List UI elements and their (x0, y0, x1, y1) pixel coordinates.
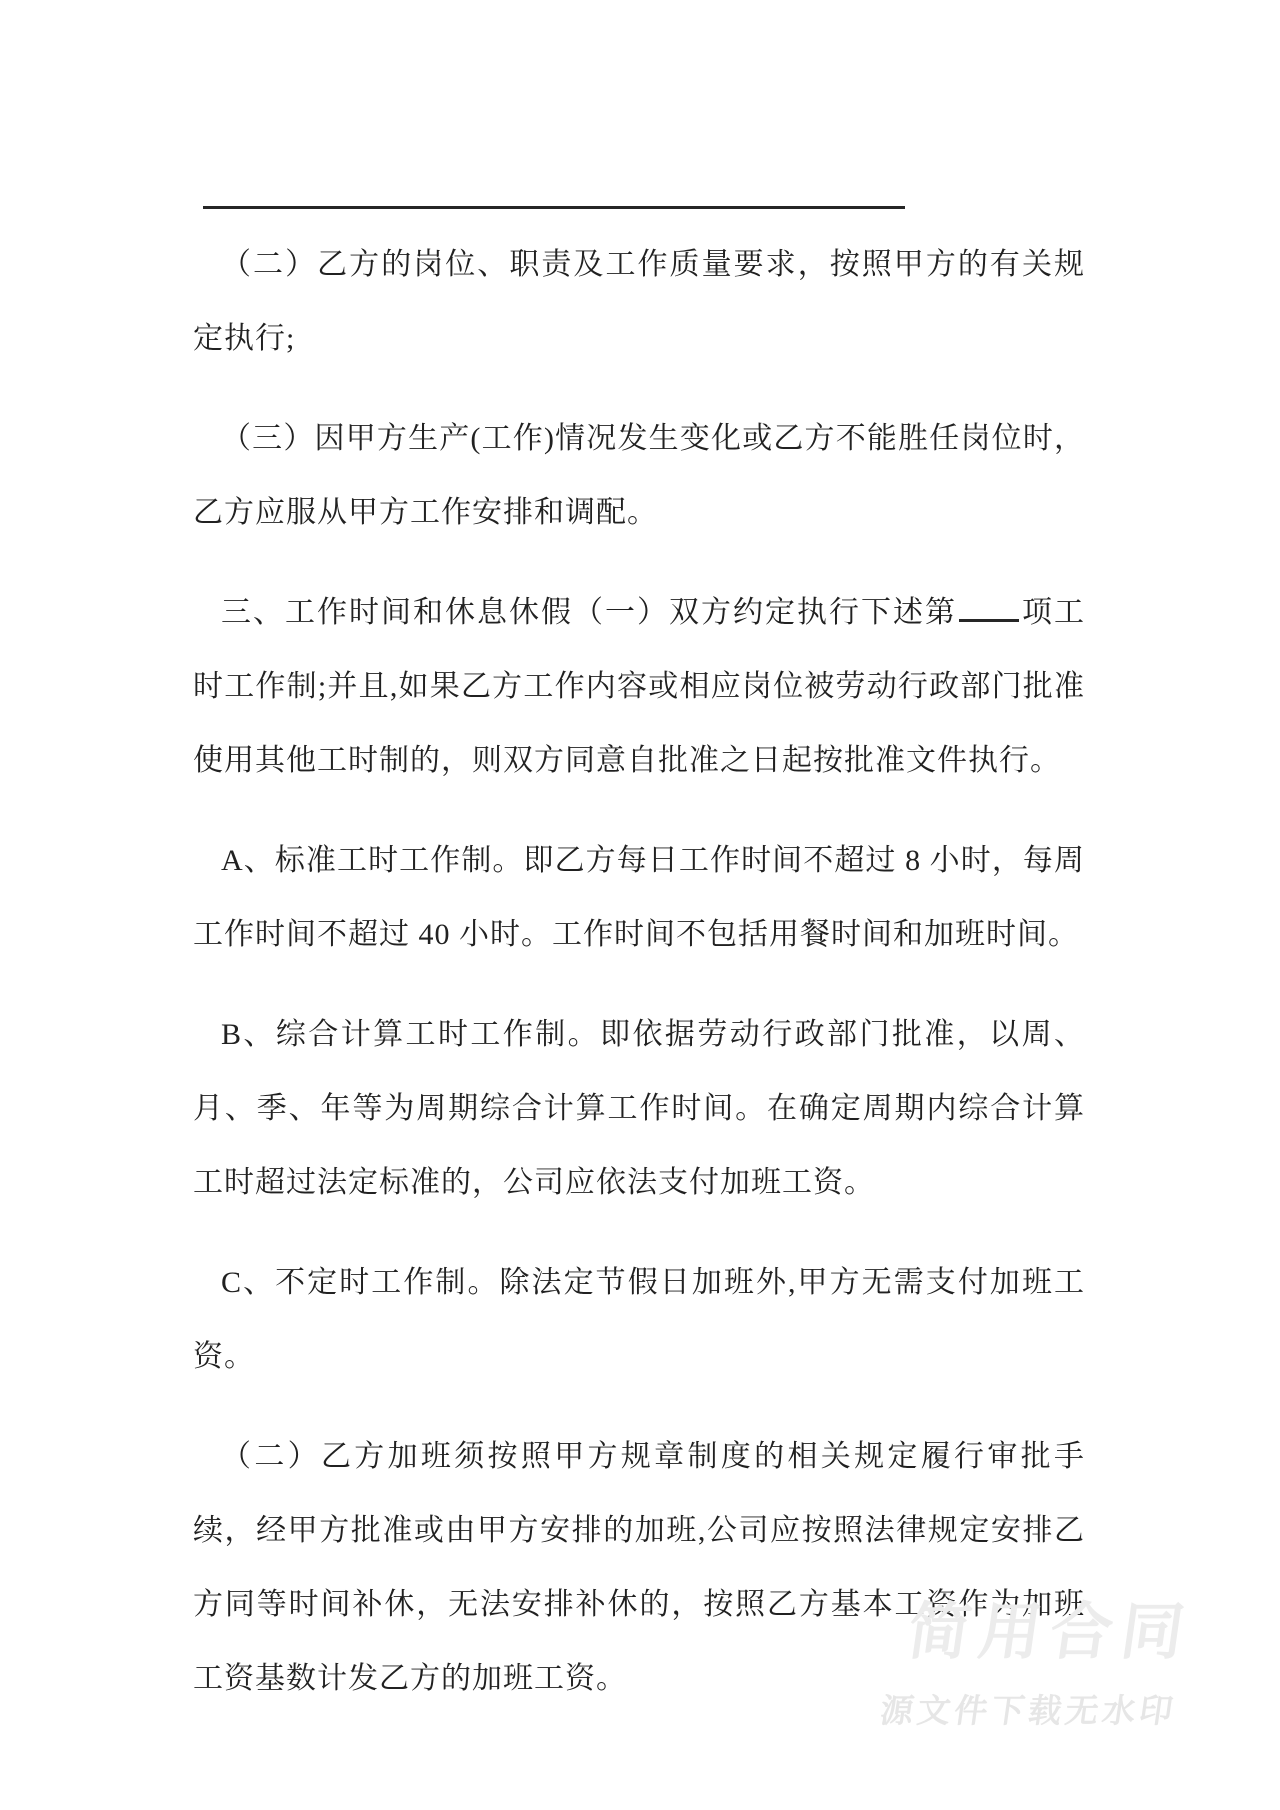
watermark (877, 1582, 1198, 1732)
paragraph: （二）乙方的岗位、职责及工作质量要求，按照甲方的有关规定执行; (193, 248, 1085, 355)
fill-in-blank (959, 619, 1019, 622)
watermark-title: 简用合同 (903, 1598, 1198, 1667)
paragraph: C、不定时工作制。除法定节假日加班外,甲方无需支付加班工资。 (193, 1266, 1085, 1373)
separator-line (203, 206, 905, 209)
paragraph: （二）乙方加班须按照甲方规章制度的相关规定履行审批手续，经甲方批准或由甲方安排的加班,公司应按照法律规定安排乙方同等时间补休，无法安排补休的，按照乙方基本工资作为加班工资基数计发乙方的加班工资。 (193, 1440, 1085, 1695)
paragraph: B、综合计算工时工作制。即依据劳动行政部门批准，以周、月、季、年等为周期综合计算工作时间。在确定周期内综合计算工时超过法定标准的，公司应依法支付加班工资。 (193, 1018, 1085, 1199)
watermark-subtitle: 源文件下载无水印 (877, 1692, 1180, 1729)
document-body (193, 228, 1085, 1742)
paragraph: （三）因甲方生产(工作)情况发生变化或乙方不能胜任岗位时，乙方应服从甲方工作安排和调配。 (193, 422, 1085, 529)
paragraph: A、标准工时工作制。即乙方每日工作时间不超过 8 小时，每周工作时间不超过 40 小时。工作时间不包括用餐时间和加班时间。 (193, 844, 1085, 951)
paragraph: 三、工作时间和休息休假（一）双方约定执行下述第 项工时工作制;并且,如果乙方工作内容或相应岗位被劳动行政部门批准使用其他工时制的，则双方同意自批准之日起按批准文件执行。 (193, 596, 1085, 777)
